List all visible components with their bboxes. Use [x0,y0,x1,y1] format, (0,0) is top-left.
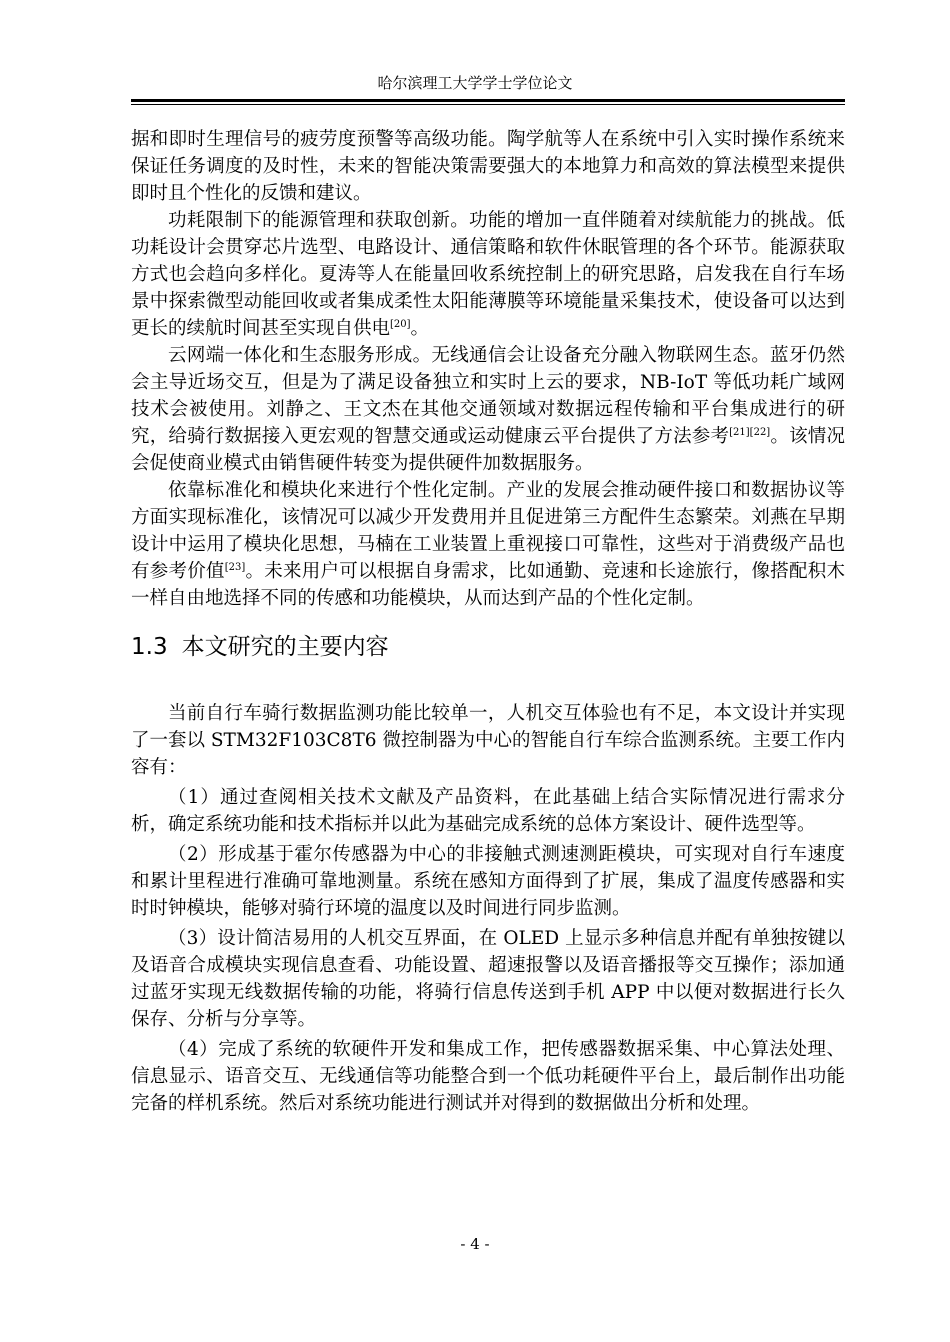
list-item-4: （4）完成了系统的软硬件开发和集成工作，把传感器数据采集、中心算法处理、信息显示、语音交互、无线通信等功能整合到一个低功耗硬件平台上，最后制作出功能完备的样机系统。然后对系统功能进行测试并对得到的数据做出分析和处理。 [131,1039,845,1114]
paragraph-cloud-integration [131,342,845,477]
paragraph-text: 。未来用户可以根据自身需求，比如通勤、竞速和长途旅行，像搭配积木一样自由地选择不同的传感和功能模块，从而达到产品的个性化定制。 [131,561,845,609]
citation: [20] [390,318,411,330]
section-number: 1.3 [131,634,168,660]
list-item-1: （1）通过查阅相关技术文献及产品资料，在此基础上结合实际情况进行需求分析，确定系统功能和技术指标并以此为基础完成系统的总体方案设计、硬件选型等。 [131,787,845,835]
section-title: 本文研究的主要内容 [181,634,389,660]
paragraph-text: 云网端一体化和生态服务形成。无线通信会让设备充分融入物联网生态。蓝牙仍然会主导近场交互，但是为了满足设备独立和实时上云的要求，NB-IoT 等低功耗广域网技术会被使用。刘静之、王文杰在其他交通领域对数据远程传输和平台集成进行的研究，给骑行数据接入更宏观的智慧交通或运动健康云平台提供了方法参考 [131,345,845,447]
paragraph-text: 。 [410,318,430,339]
page-number: - 4 - [460,1235,490,1253]
paragraph-continued: 据和即时生理信号的疲劳度预警等高级功能。陶学航等人在系统中引入实时操作系统来保证任务调度的及时性，未来的智能决策需要强大的本地算力和高效的算法模型来提供即时且个性化的反馈和建议。 [131,129,845,204]
paragraph-text: 功耗限制下的能源管理和获取创新。功能的增加一直伴随着对续航能力的挑战。低功耗设计会贯穿芯片选型、电路设计、通信策略和软件休眠管理的各个环节。能源获取方式也会趋向多样化。夏涛等人在能量回收系统控制上的研究思路，启发我在自行车场景中探索微型动能回收或者集成柔性太阳能薄膜等环境能量采集技术，使设备可以达到更长的续航时间甚至实现自供电 [131,210,845,339]
header-rule-thin [131,104,845,105]
list-item-3: （3）设计简洁易用的人机交互界面，在 OLED 上显示多种信息并配有单独按键以及语音合成模块实现信息查看、功能设置、超速报警以及语音播报等交互操作；添加通过蓝牙实现无线数据传输的功能，将骑行信息传送到手机 APP 中以便对数据进行长久保存、分析与分享等。 [131,928,845,1030]
page-body [131,126,845,1117]
paragraph-intro: 当前自行车骑行数据监测功能比较单一，人机交互体验也有不足，本文设计并实现了一套以 STM32F103C8T6 微控制器为中心的智能自行车综合监测系统。主要工作内容有： [131,703,845,778]
paragraph-modular-customization [131,477,845,612]
citation: [21][22] [729,426,771,438]
section-heading [131,632,845,662]
header-rule-thick [131,99,845,102]
list-item-2: （2）形成基于霍尔传感器为中心的非接触式测速测距模块，可实现对自行车速度和累计里程进行准确可靠地测量。系统在感知方面得到了扩展，集成了温度传感器和实时时钟模块，能够对骑行环境的温度以及时间进行同步监测。 [131,844,845,919]
paragraph-energy-management [131,207,845,342]
running-header: 哈尔滨理工大学学士学位论文 [377,74,573,92]
paragraph-text: 。该情况会促使商业模式由销售硬件转变为提供硬件加数据服务。 [131,426,845,474]
paragraph-text: 依靠标准化和模块化来进行个性化定制。产业的发展会推动硬件接口和数据协议等方面实现标准化，该情况可以减少开发费用并且促进第三方配件生态繁荣。刘燕在早期设计中运用了模块化思想，马楠在工业装置上重视接口可靠性，这些对于消费级产品也有参考价值 [131,480,845,582]
citation: [23] [224,561,246,573]
